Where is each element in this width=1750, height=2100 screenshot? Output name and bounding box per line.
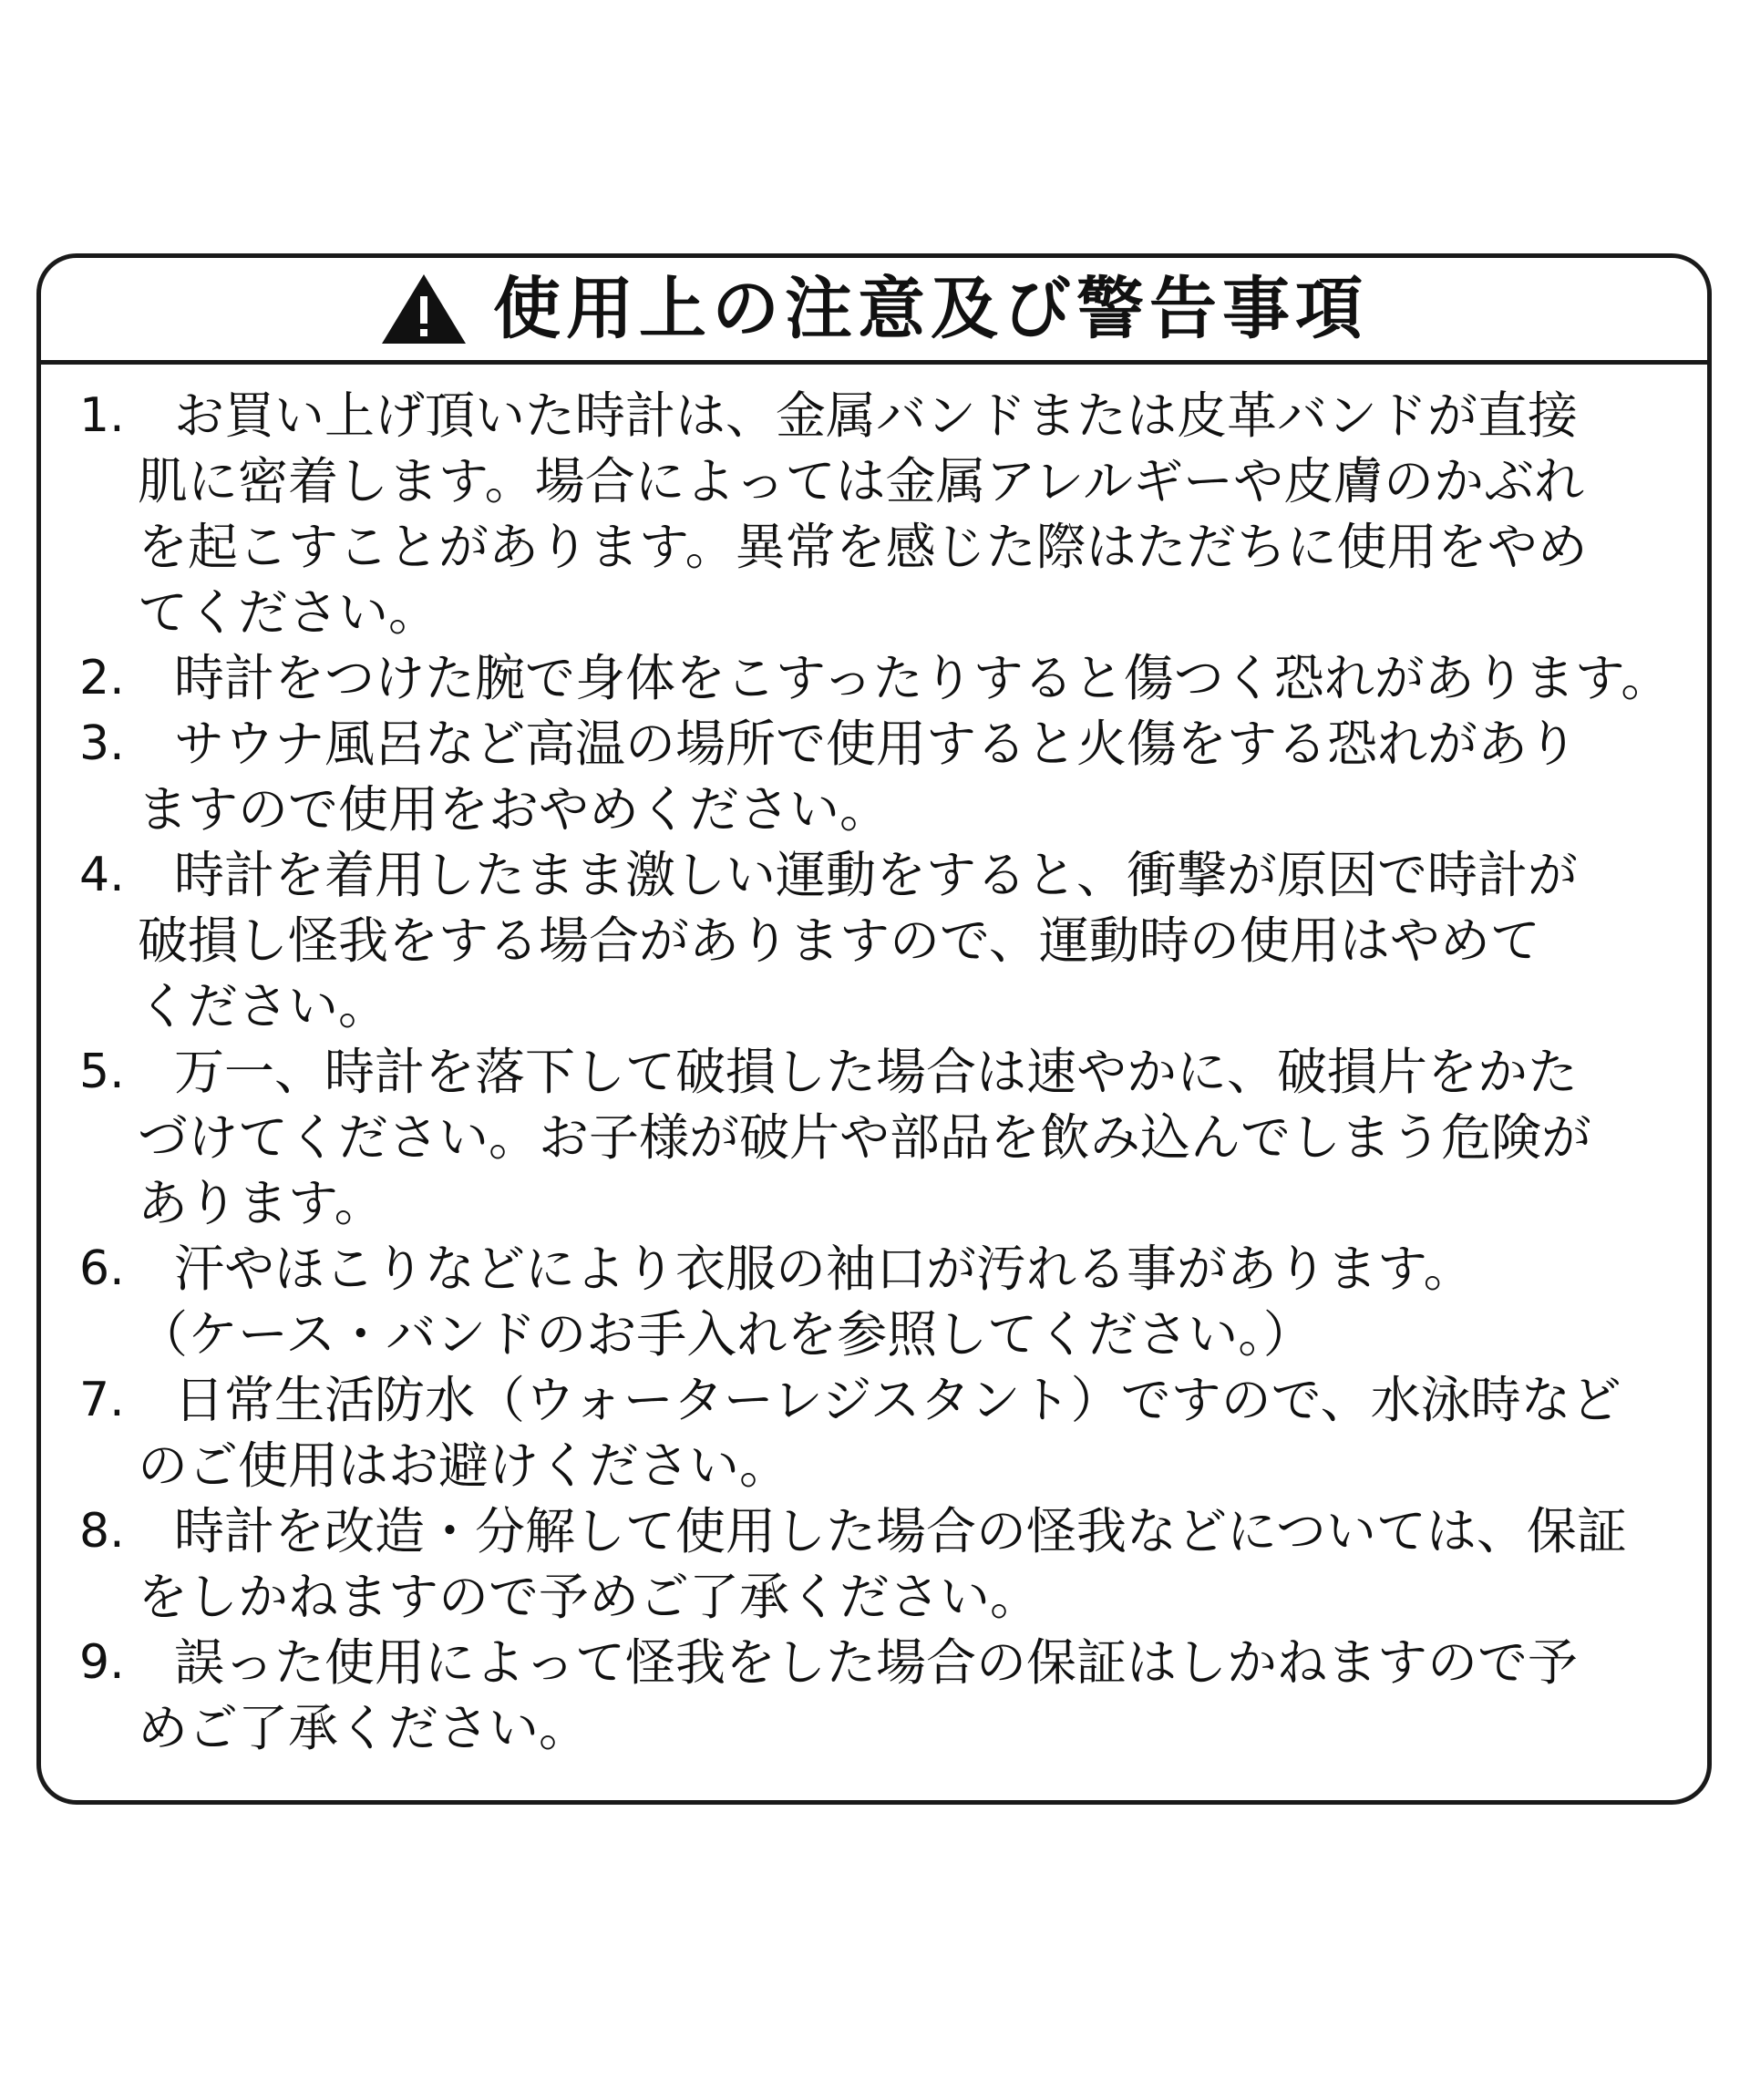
item-line: お買い上げ頂いた時計は、金属バンドまたは皮革バンドが直接 bbox=[174, 386, 1579, 445]
item-line: 万一、時計を落下して破損した場合は速やかに、破損片をかた bbox=[174, 1043, 1579, 1101]
notice-title-bar bbox=[41, 258, 1707, 365]
item-number: 1. bbox=[79, 388, 125, 443]
item-text bbox=[138, 1498, 1682, 1630]
item-number: 9. bbox=[79, 1635, 125, 1690]
item-number: 4. bbox=[79, 848, 125, 902]
warning-notice-box bbox=[36, 253, 1712, 1805]
item-line: 肌に密着します。場合によっては金属アレルギーや皮膚のかぶれ bbox=[138, 452, 1585, 510]
item-line: づけてください。お子様が破片や部品を飲み込んでしまう危険が bbox=[138, 1108, 1592, 1167]
item-line: めご了承ください。 bbox=[138, 1699, 590, 1757]
notice-item bbox=[67, 1236, 1682, 1367]
item-text bbox=[138, 383, 1682, 645]
notice-item bbox=[67, 383, 1682, 645]
notice-item bbox=[67, 1630, 1682, 1761]
notice-item bbox=[67, 842, 1682, 1039]
notice-item bbox=[67, 1498, 1682, 1630]
item-number: 2. bbox=[79, 651, 125, 705]
item-line: サウナ風呂など高温の場所で使用すると火傷をする恐れがあり bbox=[174, 715, 1579, 773]
item-number: 6. bbox=[79, 1241, 125, 1296]
item-line: ますので使用をおやめください。 bbox=[138, 780, 890, 839]
item-number: 3. bbox=[79, 716, 125, 771]
item-line: 誤った使用によって怪我をした場合の保証はしかねますので予 bbox=[174, 1633, 1579, 1692]
item-line: てください。 bbox=[138, 583, 439, 642]
item-text bbox=[138, 842, 1682, 1039]
item-text bbox=[138, 1630, 1682, 1761]
item-line: 時計をつけた腕で身体をこすったりすると傷つく恐れがあります。 bbox=[174, 649, 1672, 707]
notice-item bbox=[67, 1039, 1682, 1236]
item-text bbox=[138, 1039, 1682, 1236]
item-line: 時計を改造・分解して使用した場合の怪我などについては、保証 bbox=[174, 1502, 1627, 1560]
notice-item bbox=[67, 1367, 1682, 1498]
notice-item-list bbox=[41, 365, 1707, 1761]
item-number: 7. bbox=[79, 1373, 125, 1427]
warning-triangle-icon bbox=[380, 273, 468, 345]
item-line: を起こすことがあります。異常を感じた際はただちに使用をやめ bbox=[138, 518, 1588, 576]
item-text bbox=[138, 1367, 1682, 1498]
item-line: （ケース・バンドのお手入れを参照してください。） bbox=[138, 1305, 1313, 1364]
item-text bbox=[174, 645, 1682, 711]
item-line: のご使用はお避けください。 bbox=[138, 1436, 790, 1495]
item-line: 時計を着用したまま激しい運動をすると、衝撃が原因で時計が bbox=[174, 846, 1579, 904]
item-line: 日常生活防水（ウォーターレジスタント）ですので、水泳時など bbox=[174, 1371, 1621, 1429]
item-line: あります。 bbox=[138, 1174, 385, 1232]
item-number: 8. bbox=[79, 1504, 125, 1559]
item-line: 破損し怪我をする場合がありますので、運動時の使用はやめて bbox=[138, 911, 1540, 970]
notice-item bbox=[67, 645, 1682, 711]
item-text bbox=[138, 711, 1682, 842]
item-line: 汗やほこりなどにより衣服の袖口が汚れる事があります。 bbox=[174, 1240, 1474, 1298]
notice-title: 使用上の注意及び警告事項 bbox=[493, 270, 1368, 348]
item-text bbox=[138, 1236, 1682, 1367]
item-line: ください。 bbox=[138, 977, 389, 1035]
item-line: をしかねますので予めご了承ください。 bbox=[138, 1568, 1041, 1626]
item-number: 5. bbox=[79, 1045, 125, 1099]
notice-item bbox=[67, 711, 1682, 842]
